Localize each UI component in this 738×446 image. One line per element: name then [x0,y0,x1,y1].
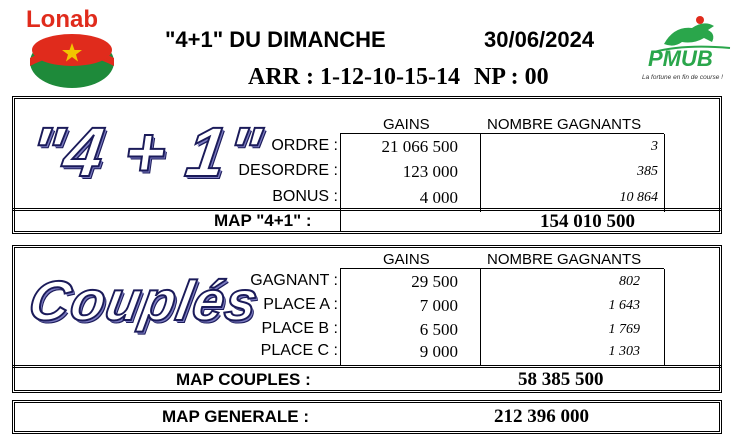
row-gain: 7 000 [419,296,458,315]
non-partants: NP : 00 [473,64,549,90]
row-label: PLACE B : [261,320,338,337]
row-gain: 9 000 [419,342,458,361]
section-4plus1-decor: "4 + 1" [24,113,267,191]
map-couples-label: MAP COUPLES : [176,370,311,389]
draw-date: 30/06/2024 [484,27,595,52]
row-winners: 1 643 [608,298,640,313]
col-gains-header: GAINS [383,251,430,268]
lonab-logo [20,6,120,90]
row-label: PLACE C : [260,342,338,359]
row-gain: 4 000 [419,188,458,207]
map-general-box [12,400,722,434]
row-winners: 1 303 [608,344,640,359]
map-general-label: MAP GENERALE : [162,407,310,426]
row-label: BONUS : [272,188,338,205]
col-winners-header: NOMBRE GAGNANTS [487,116,642,133]
row-label: PLACE A : [263,296,338,313]
row-winners: 3 [651,139,658,154]
arrival-order: ARR : 1-12-10-15-14 [248,64,460,90]
map-4plus1-value: 154 010 500 [540,211,635,232]
row-gain: 123 000 [402,162,458,181]
pmub-logo [634,14,738,86]
row-label: DESORDRE : [238,162,338,179]
arrival-line [248,64,549,91]
col-winners-header: NOMBRE GAGNANTS [487,251,642,268]
row-label: GAGNANT : [250,272,338,289]
row-winners: 10 864 [619,190,658,205]
row-winners: 802 [619,274,640,289]
row-gain: 29 500 [411,272,458,291]
page-title: "4+1" DU DIMANCHE [165,27,386,52]
row-winners: 1 769 [608,322,640,337]
row-winners: 385 [637,164,658,179]
map-general-value: 212 396 000 [494,406,589,427]
map-couples-value: 58 385 500 [518,369,604,390]
row-gain: 21 066 500 [381,137,458,156]
pmub-wordmark: PMUB [648,46,713,71]
row-label: ORDRE : [271,137,338,154]
pmub-slogan: La fortune en fin de course ! [642,74,723,81]
section-couples-decor: Couplés [24,269,264,332]
row-gain: 6 500 [419,320,458,339]
map-4plus1-label: MAP "4+1" : [214,211,312,230]
col-gains-header: GAINS [383,116,430,133]
lonab-wordmark: Lonab [26,6,98,33]
